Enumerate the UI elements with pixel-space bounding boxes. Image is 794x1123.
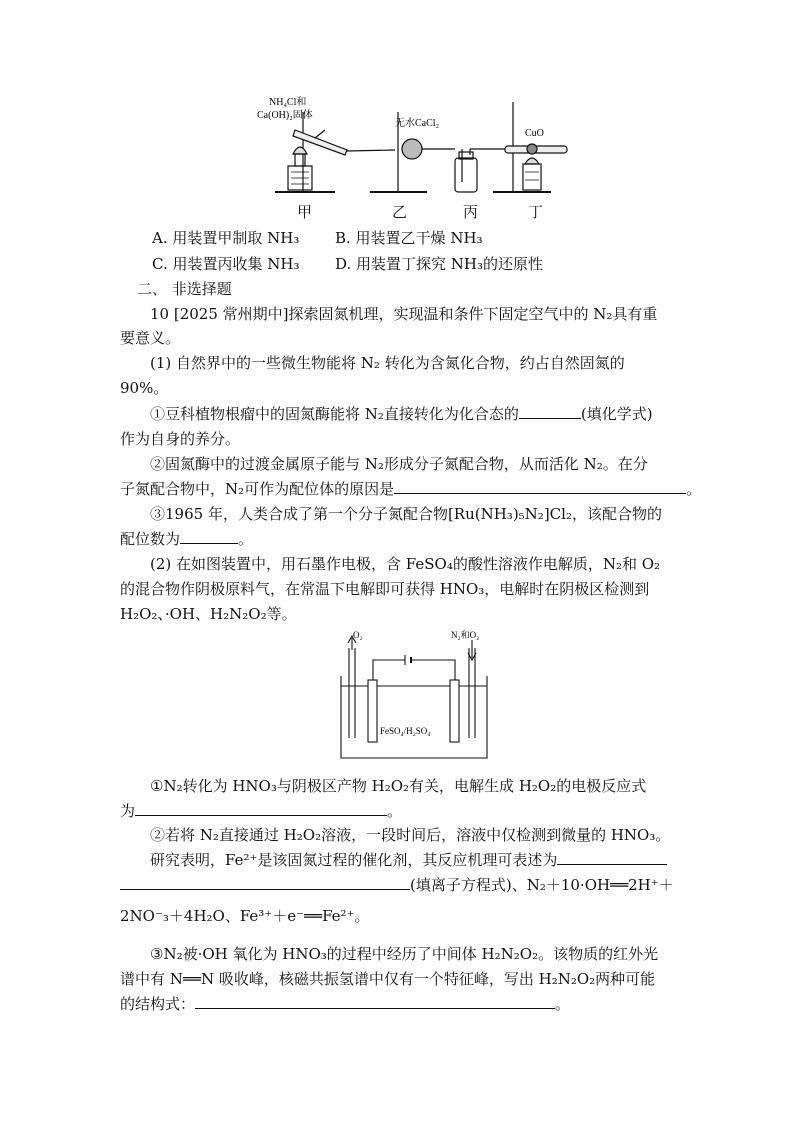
q10-part1-line1: (1) 自然界中的一些微生物能将 N₂ 转化为含氮化合物，约占自然固氮的 <box>150 354 625 372</box>
q10-1-2-text: 子氮配合物中，N₂可作为配位体的原因是 <box>120 480 395 498</box>
q10-1-2-period: 。 <box>686 480 702 498</box>
station-label-bing: 丙 <box>463 203 479 221</box>
option-a: A. 用装置甲制取 NH₃ <box>152 229 300 247</box>
reagent-label-line1: NH₄Cl和 <box>269 97 307 108</box>
q10-part2-line2: 的混合物作阴极原料气，在常温下电解即可获得 HNO₃，电解时在阴极区检测到 <box>120 580 650 598</box>
q10-2-1-text: 为 <box>120 802 136 820</box>
station-label-jia: 甲 <box>297 203 313 221</box>
answer-blank-3[interactable] <box>180 529 238 544</box>
q10-1-3-period: 。 <box>238 530 254 548</box>
q10-1-1-line2: 作为自身的养分。 <box>120 430 241 448</box>
q10-2-2-text: 研究表明，Fe²⁺是该固氮过程的催化剂，其反应机理可表述为 <box>150 851 558 869</box>
answer-blank-1[interactable] <box>519 404 581 419</box>
drier-label: 无水CaCl₂ <box>395 118 440 129</box>
cuo-label: CuO <box>525 128 544 139</box>
q10-part2-line1: (2) 在如图装置中，用石墨作电极，含 FeSO₄的酸性溶液作电解质，N₂和 O₂ <box>150 555 661 573</box>
q10-1-1-text: ①豆科植物根瘤中的固氮酶能将 N₂直接转化为化合态的 <box>150 405 519 423</box>
answer-blank-2[interactable] <box>394 479 686 494</box>
q10-1-3-text: 配位数为 <box>120 530 181 548</box>
q10-intro-line1: 10 [2025 常州期中]探索固氮机理，实现温和条件下固定空气中的 N₂具有重 <box>150 305 658 323</box>
electrolysis-cell-figure <box>335 628 495 763</box>
option-d: D. 用装置丁探究 NH₃的还原性 <box>335 255 544 273</box>
q10-1-2-line1: ②固氮酶中的过渡金属原子能与 N₂形成分子氮配合物，从而活化 N₂。在分 <box>150 455 648 473</box>
reagent-label-line2: Ca(OH)₂固体 <box>257 110 313 121</box>
q10-1-1-line1 <box>150 404 653 424</box>
option-b: B. 用装置乙干燥 NH₃ <box>335 229 483 247</box>
q10-2-2-line4: 2NO⁻₃＋4H₂O、Fe³⁺＋e⁻══Fe²⁺。 <box>120 907 370 925</box>
q10-2-3-line2: 谱中有 N══N 吸收峰，核磁共振氢谱中仅有一个特征峰，写出 H₂N₂O₂两种可能 <box>120 970 656 988</box>
q10-part2-line3: H₂O₂、·OH、H₂N₂O₂等。 <box>120 605 297 623</box>
q10-intro-line2: 要意义。 <box>120 329 181 347</box>
q10-2-2-line2 <box>150 850 667 870</box>
station-label-yi: 乙 <box>392 203 408 221</box>
q10-2-3-period: 。 <box>555 995 571 1013</box>
q10-2-3-text: 的结构式： <box>120 995 196 1013</box>
q10-2-3-line1: ③N₂被·OH 氧化为 HNO₃的过程中经历了中间体 H₂N₂O₂。该物质的红外光 <box>150 945 659 963</box>
q10-2-1-period: 。 <box>387 802 403 820</box>
q10-2-1-line1: ①N₂转化为 HNO₃与阴极区产物 H₂O₂有关，电解生成 H₂O₂的电极反应式 <box>150 777 647 795</box>
option-c: C. 用装置丙收集 NH₃ <box>152 255 300 273</box>
answer-blank-6[interactable] <box>195 994 555 1009</box>
q10-1-1-hint: (填化学式) <box>580 405 653 423</box>
answer-blank-5b[interactable] <box>120 875 410 890</box>
answer-blank-4[interactable] <box>135 801 387 816</box>
q10-2-2-line1: ②若将 N₂直接通过 H₂O₂溶液，一段时间后，溶液中仅检测到微量的 HNO₃。 <box>150 826 671 844</box>
q10-2-2-line3 <box>120 875 674 895</box>
q10-1-2-line2 <box>120 479 701 499</box>
electrolyte-label: FeSO₄/H₂SO₄ <box>380 726 431 736</box>
q10-1-3-line1: ③1965 年，人类合成了第一个分子氮配合物[Ru(NH₃)₅N₂]Cl₂，该配合物的 <box>150 505 662 523</box>
q10-2-3-line3 <box>120 994 570 1014</box>
answer-blank-5a[interactable] <box>557 850 667 865</box>
q10-1-3-line2 <box>120 529 253 549</box>
q10-part1-line2: 90%。 <box>120 379 169 397</box>
n2-o2-label: N₂和O₂ <box>451 630 480 640</box>
apparatus-figure <box>255 92 585 202</box>
o2-label: O₂ <box>353 630 363 640</box>
section-heading: 二、 非选择题 <box>137 280 232 298</box>
q10-2-1-line2 <box>120 801 402 821</box>
q10-2-2-equation: (填离子方程式)、N₂＋10·OH══2H⁺＋ <box>410 876 674 894</box>
station-label-ding: 丁 <box>528 203 544 221</box>
